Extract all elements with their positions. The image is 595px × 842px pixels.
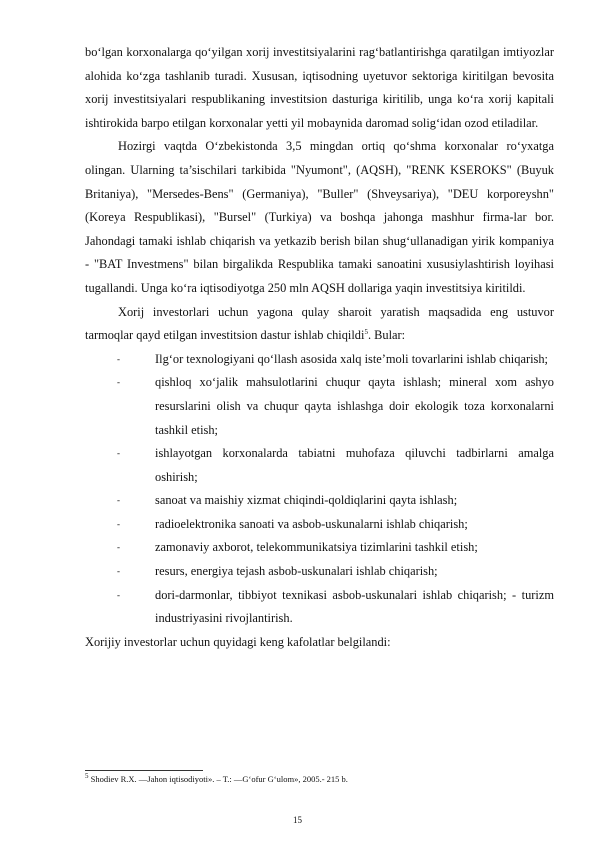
investment-program-text: Xorij investorlari uchun yagona qulay sharoit yaratish maqsadida eng ustuvor tarmoqlar qayd etilgan investitsion dastur ishlab chiqildi (85, 304, 554, 343)
bullet-dash: - (117, 377, 120, 388)
page-body (85, 41, 554, 654)
bullet-dash: - (117, 589, 120, 600)
list-item-text: Ilg‘or texnologiyani qo‘llash asosida xalq iste’moli tovarlarini ishlab chiqarish; (155, 351, 548, 366)
bullet-dash: - (117, 518, 120, 529)
bullet-dash: - (117, 448, 120, 459)
footnote-reference: 5 (364, 328, 368, 336)
list-item-text: ishlayotgan korxonalarda tabiatni muhofaza qiluvchi tadbirlarni amalga oshirish; (155, 446, 554, 484)
list-item-text: radioelektronika sanoati va asbob-uskunalarni ishlab chiqarish; (155, 516, 468, 531)
bular-label: Bular: (374, 328, 406, 343)
paragraph-joint-ventures: Hozirgi vaqtda O‘zbekistonda 3,5 mingdan ortiq qo‘shma korxonalar ro‘yxatga olingan. Ularning ta’sischilari tarkibida "Nyumont", (AQSH), "RENK KSEROKS" (Buyuk Britaniya), "Mersedes-Bens" (Germaniya), "Buller" (Shveysariya), "DEU korporeyshn" (Koreya Respublikasi), "Bursel" (Turkiya) va boshqa jahonga mashhur firma-lar bor. Jahondagi tamaki ishlab chiqarish va yetkazib berish bilan shug‘ullanadigan yirik kompaniya - "BAT Investmens" bilan birgalikda Respublika tamaki sanoatini xususiylashtirish loyihasi tugallandi. Unga ko‘ra iqtisodiyotga 250 mln AQSH dollariga yaqin investitsiya kiritildi. (85, 139, 554, 295)
list-item (85, 560, 554, 584)
footnote-mark: 5 (85, 772, 89, 781)
page-number: 15 (293, 815, 302, 825)
priority-sectors-list (85, 348, 554, 631)
paragraph-investment-program: Xorij investorlari uchun yagona qulay sharoit yaratish maqsadida eng ustuvor tarmoqlar qayd etilgan investitsion dastur ishlab chiqildi$^5$. Bular: (85, 304, 554, 343)
list-item (85, 442, 554, 489)
list-item-text: qishloq xo‘jalik mahsulotlarini chuqur qayta ishlash; mineral xom ashyo resurslarini olish va chuqur qayta ishlashga doir ekologik toza korxonalarni tashkil etish; (155, 375, 554, 437)
paragraph-continuation: bo‘lgan korxonalarga qo‘yilgan xorij investitsiyalarini rag‘batlantirishga qaratilgan imtiyozlar alohida ko‘zga tashlanib turadi. Xususan, iqtisodning uyetuvor sektoriga kiritilgan bevosita xorij investitsiyalari respublikaning investitsion dasturiga kiritilib, unga ko‘ra xorij kapitali ishtirokida barpo etilgan korxonalar yetti yil mobaynida daromad solig‘idan ozod etiladilar. (85, 45, 554, 130)
footnote (85, 774, 348, 784)
list-item-text: zamonaviy axborot, telekommunikatsiya tizimlarini tashkil etish; (155, 540, 478, 555)
list-item-text: dori-darmonlar, tibbiyot texnikasi asbob-uskunalari ishlab chiqarish; - turizm industriyasini rivojlantirish. (155, 587, 554, 626)
footnote-text: Shodiev R.X. —Jahon iqtisodiyoti». – T.: —G‘ofur G‘ulom», 2005.- 215 b. (88, 774, 348, 784)
list-item (85, 584, 554, 631)
footnote-divider (85, 770, 203, 771)
list-item-text: sanoat va maishiy xizmat chiqindi-qoldiqlarini qayta ishlash; (155, 493, 458, 508)
list-item (85, 513, 554, 537)
list-item (85, 371, 554, 442)
list-item (85, 348, 554, 372)
list-item (85, 489, 554, 513)
paragraph-guarantees: Xorijiy investorlar uchun quyidagi keng kafolatlar belgilandi: (85, 634, 391, 649)
bullet-dash: - (117, 566, 120, 577)
list-item-text: resurs, energiya tejash asbob-uskunalari ishlab chiqarish; (155, 564, 438, 579)
list-item (85, 536, 554, 560)
bullet-dash: - (117, 495, 120, 506)
bullet-dash: - (117, 542, 120, 553)
bullet-dash: - (117, 353, 120, 364)
